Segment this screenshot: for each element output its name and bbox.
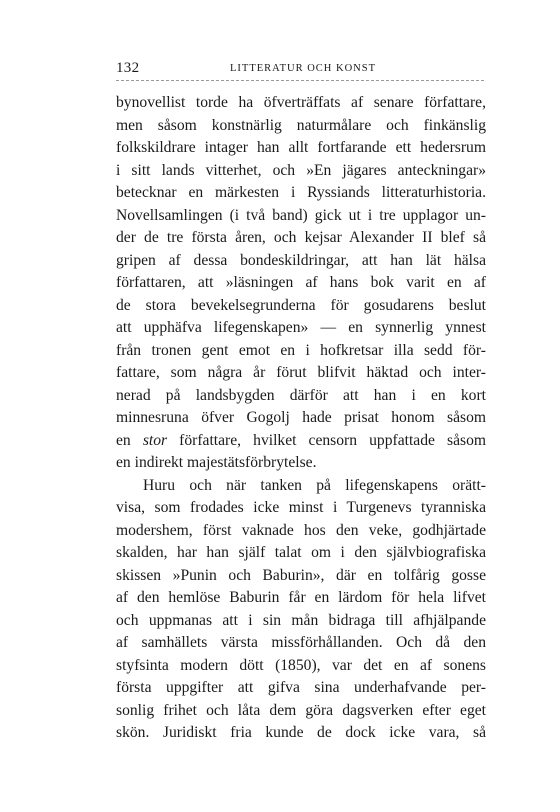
header-rule bbox=[116, 80, 484, 81]
page-number: 132 bbox=[116, 60, 140, 76]
text-line: modershem, först vaknade hos den veke, godhjärtade bbox=[116, 521, 486, 539]
text-line: minnesruna öfver Gogolj hade prisat honom såsom bbox=[116, 409, 486, 426]
text-line: från tronen gent emot en i hofkretsar illa sedd för- bbox=[116, 341, 486, 359]
text-line: styfsinta modern dött (1850), var det en af sonens bbox=[116, 656, 486, 674]
text-line: folkskildrare intager han allt fortfarande ett hedersrum bbox=[116, 139, 486, 156]
text-line: i sitt lands vitterhet, och »En jägares anteckningar» bbox=[116, 161, 486, 179]
paragraph-start-line: Huru och när tanken på lifegenskapens orätt- bbox=[143, 476, 486, 494]
text-line: fattare, som några år förut blifvit häktad och inter- bbox=[116, 364, 486, 381]
paragraph-end-line: en indirekt majestätsförbrytelse. bbox=[116, 454, 317, 471]
text-line-with-italic bbox=[116, 430, 486, 453]
running-title: LITTERATUR OCH KONST bbox=[230, 63, 376, 74]
text-line: men såsom konstnärlig naturmålare och finkänslig bbox=[116, 116, 486, 134]
text-line: af den hemlöse Baburin får en lärdom för hela lifvet bbox=[116, 589, 486, 606]
text-line: af samhällets värsta missförhållanden. Och då den bbox=[116, 634, 486, 651]
text-line: att upphäfva lifegenskapen» — en synnerlig ynnest bbox=[116, 319, 486, 336]
text-line: visa, som frodades icke minst i Turgenevs tyranniska bbox=[116, 499, 486, 516]
text-line: första uppgifter att gifva sina underhafvande per- bbox=[116, 679, 486, 696]
text-line: gripen af dessa bondeskildringar, att han lät hälsa bbox=[116, 251, 486, 269]
text-line: Novellsamlingen (i två band) gick ut i tre upplagor un- bbox=[116, 206, 486, 224]
text-line: sonlig frihet och låta dem göra dagsverken efter eget bbox=[116, 701, 486, 719]
text-line: författaren, att »läsningen af hans bok varit en af bbox=[116, 274, 486, 291]
text-line: bynovellist torde ha öfverträffats af senare författare, bbox=[116, 94, 486, 111]
italic-word: stor bbox=[142, 431, 168, 449]
text-line: nerad på landsbygden därför att han i en kort bbox=[116, 386, 486, 404]
text-line: de stora bevekelsegrunderna för gosudarens beslut bbox=[116, 296, 486, 314]
body-text bbox=[116, 92, 486, 745]
running-head bbox=[116, 60, 484, 80]
text-line: skalden, har han själf talat om i den självbiografiska bbox=[116, 544, 486, 561]
text-line: och uppmanas att i sin mån bidraga till afhjälpande bbox=[116, 611, 486, 629]
text-line: skön. Juridiskt fria kunde de dock icke vara, så bbox=[116, 724, 486, 741]
text-segment: författare, hvilket censorn uppfattade såsom bbox=[167, 431, 486, 449]
text-line: betecknar en märkesten i Ryssiands litteraturhistoria. bbox=[116, 184, 486, 201]
text-line: der de tre första åren, och kejsar Alexander II blef så bbox=[116, 229, 486, 246]
text-line: skissen »Punin och Baburin», där en tolfårig gosse bbox=[116, 566, 486, 584]
text-segment: en bbox=[116, 431, 143, 449]
